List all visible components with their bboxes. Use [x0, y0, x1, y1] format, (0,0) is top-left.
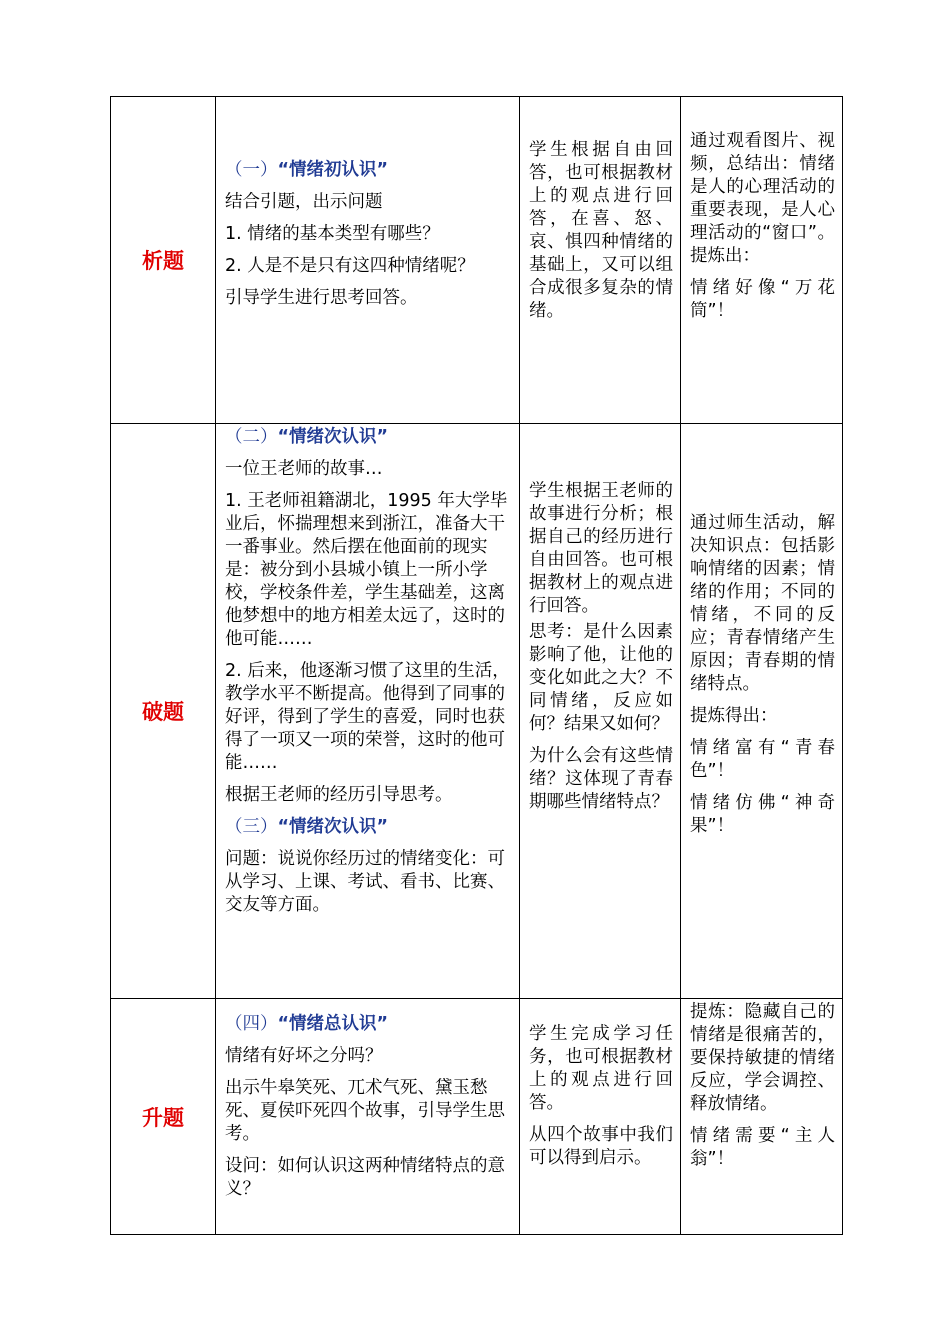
section-heading: （一）“情绪初认识”	[225, 160, 389, 180]
paragraph: 情绪需要“主人翁”！	[690, 1126, 835, 1169]
section-heading: （四）“情绪总认识”	[225, 1014, 389, 1034]
paragraph: 结合引题，出示问题	[225, 192, 383, 212]
paragraph: 提炼得出：	[690, 706, 778, 726]
paragraph: 情绪好像“万花筒”！	[690, 278, 835, 321]
section-heading: （三）“情绪次认识”	[225, 817, 389, 837]
teacher-activity-cell	[216, 999, 520, 1235]
paragraph: 根据王老师的经历引导思考。	[225, 785, 453, 805]
paragraph: 情绪富有“青春色”！	[690, 738, 835, 781]
paragraph: 1. 情绪的基本类型有哪些？	[225, 224, 440, 244]
paragraph: 一位王老师的故事…	[225, 459, 383, 479]
stage-label: 析题	[111, 97, 216, 424]
student-activity-cell	[520, 424, 681, 999]
paragraph: 学生根据王老师的故事进行分析；根据自己的经历进行自由回答。也可根据教材上的观点进行回答。	[529, 481, 673, 616]
paragraph: 学生完成学习任务，也可根据教材上的观点进行回答。	[529, 1024, 673, 1113]
student-activity-cell	[520, 97, 681, 424]
paragraph: 情绪有好坏之分吗？	[225, 1046, 383, 1066]
design-intent-cell	[681, 97, 843, 424]
design-intent-cell	[681, 999, 843, 1235]
paragraph: 通过观看图片、视频，总结出：情绪是人的心理活动的重要表现，是人心理活动的“窗口”。提炼出：	[690, 131, 835, 266]
stage-label: 升题	[111, 999, 216, 1235]
table-row	[111, 97, 843, 424]
paragraph: 从四个故事中我们可以得到启示。	[529, 1125, 673, 1168]
table-row	[111, 424, 843, 999]
paragraph: 2. 后来，他逐渐习惯了这里的生活，教学水平不断提高。他得到了同事的好评，得到了学生的喜爱，同时也获得了一项又一项的荣誉，这时的他可能……	[225, 661, 510, 773]
teacher-activity-cell	[216, 97, 520, 424]
paragraph: 问题：说说你经历过的情绪变化：可从学习、上课、考试、看书、比赛、交友等方面。	[225, 849, 505, 915]
paragraph: 2. 人是不是只有这四种情绪呢？	[225, 256, 475, 276]
paragraph: 通过师生活动，解决知识点：包括影响情绪的因素；情绪的作用；不同的情绪，不同的反应；青春情绪产生原因；青春期的情绪特点。	[690, 513, 835, 694]
lesson-plan-table	[110, 96, 843, 1235]
paragraph: 情绪仿佛“神奇果”！	[690, 793, 835, 836]
teacher-activity-cell	[216, 424, 520, 999]
paragraph: 为什么会有这些情绪？这体现了青春期哪些情绪特点？	[529, 746, 673, 812]
paragraph: 提炼：隐藏自己的情绪是很痛苦的，要保持敏捷的情绪反应，学会调控、释放情绪。	[690, 1002, 835, 1114]
stage-label: 破题	[111, 424, 216, 999]
paragraph: 学生根据自由回答，也可根据教材上的观点进行回答，在喜、怒、哀、惧四种情绪的基础上，又可以组合成很多复杂的情绪。	[529, 140, 673, 321]
paragraph: 出示牛皋笑死、兀术气死、黛玉愁死、夏侯吓死四个故事，引导学生思考。	[225, 1078, 505, 1144]
student-activity-cell	[520, 999, 681, 1235]
paragraph: 引导学生进行思考回答。	[225, 288, 418, 308]
paragraph: 设问：如何认识这两种情绪特点的意义？	[225, 1156, 505, 1199]
section-heading: （二）“情绪次认识”	[225, 427, 389, 447]
paragraph: 1. 王老师祖籍湖北，1995 年大学毕业后，怀揣理想来到浙江，准备大干一番事业。然后摆在他面前的现实是：被分到小县城小镇上一所小学校，学校条件差，学生基础差，这离他梦想中的地方相差太远了，这时的他可能……	[225, 491, 508, 649]
paragraph: 思考：是什么因素影响了他，让他的变化如此之大？不同情绪，反应如何？结果又如何？	[529, 622, 673, 734]
table-row	[111, 999, 843, 1235]
design-intent-cell	[681, 424, 843, 999]
